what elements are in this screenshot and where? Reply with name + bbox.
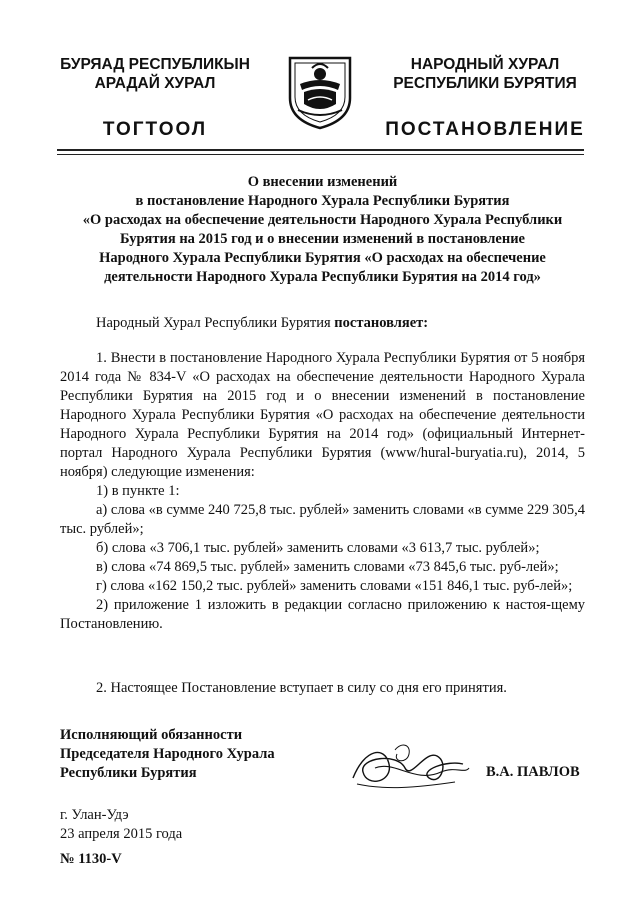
lead-text: Народный Хурал Республики Бурятия [96, 315, 335, 331]
resolution-lead [96, 315, 428, 332]
title-line-1: О внесении изменений [247, 174, 398, 190]
signatory-line-2: Председателя Народного Хурала [60, 746, 275, 762]
header-right-line1: НАРОДНЫЙ ХУРАЛ [410, 56, 560, 73]
coat-of-arms-icon [286, 54, 354, 130]
paragraph-v: в) слова «74 869,5 тыс. рублей» заменить словами «73 845,6 тыс. руб-лей»; [96, 559, 559, 575]
document-date: 23 апреля 2015 года [60, 826, 183, 842]
resolution-clause-2 [60, 679, 585, 698]
header-right-doc-type: ПОСТАНОВЛЕНИЕ [385, 119, 585, 140]
title-line-2: в постановление Народного Хурала Республики Бурятия [135, 193, 510, 209]
paragraph-a: а) слова «в сумме 240 725,8 тыс. рублей» заменить словами «в сумме 229 305,4 тыс. рублей»; [60, 502, 585, 537]
paragraph-1: 1. Внести в постановление Народного Хурала Республики Бурятия от 5 ноября 2014 года № 834-V «О расходах на обеспечение деятельности Народного Хурала Республики Бурятия на 2015 год и о внесении изменений в постановление Народного Хурала Республики Бурятия «О расходах на обеспечение деятельности Народного Хурала Республики Бурятия на 2014 год» (официальный Интернет-портал Народного Хурала Республики Бурятия (www/hural-buryatia.ru), 2014, 5 ноября) следующие изменения: [60, 350, 585, 480]
handwritten-signature [345, 738, 475, 794]
signatory-title [60, 726, 275, 783]
signatory-line-3: Республики Бурятия [60, 765, 197, 781]
title-line-3: «О расходах на обеспечение деятельности Народного Хурала Республики [82, 212, 563, 228]
paragraph-2: 2. Настоящее Постановление вступает в силу со дня его принятия. [96, 680, 507, 696]
document-meta [60, 806, 182, 844]
paragraph-1-2: 2) приложение 1 изложить в редакции согласно приложению к настоя-щему Постановлению. [60, 597, 585, 632]
signatory-line-1: Исполняющий обязанности [60, 727, 243, 743]
header-left-title [40, 55, 270, 93]
document-number: № 1130-V [60, 851, 122, 867]
header-left-line2: АРАДАЙ ХУРАЛ [94, 75, 216, 92]
document-city: г. Улан-Удэ [60, 807, 129, 823]
header-right-title [370, 55, 600, 93]
title-line-4: Бурятия на 2015 год и о внесении изменений в постановление [119, 231, 525, 247]
header-right-line2: РЕСПУБЛИКИ БУРЯТИЯ [393, 75, 577, 92]
resolution-body [60, 349, 585, 634]
title-line-6: деятельности Народного Хурала Республики Бурятия на 2014 год» [104, 269, 541, 285]
paragraph-g: г) слова «162 150,2 тыс. рублей» заменить словами «151 846,1 тыс. руб-лей»; [96, 578, 573, 594]
header-left-line1: БУРЯАД РЕСПУБЛИКЫН [60, 56, 250, 73]
document-title [60, 173, 585, 287]
header-left-doc-type: ТОГТООЛ [102, 119, 208, 140]
lead-bold-word: постановляет: [334, 315, 429, 331]
paragraph-1-1: 1) в пункте 1: [96, 483, 180, 499]
header-divider-thick [57, 149, 584, 151]
title-line-5: Народного Хурала Республики Бурятия «О расходах на обеспечение [99, 250, 546, 266]
paragraph-b: б) слова «3 706,1 тыс. рублей» заменить словами «3 613,7 тыс. рублей»; [96, 540, 540, 556]
header-divider-thin [57, 154, 584, 155]
signatory-name: В.А. ПАВЛОВ [486, 764, 580, 780]
